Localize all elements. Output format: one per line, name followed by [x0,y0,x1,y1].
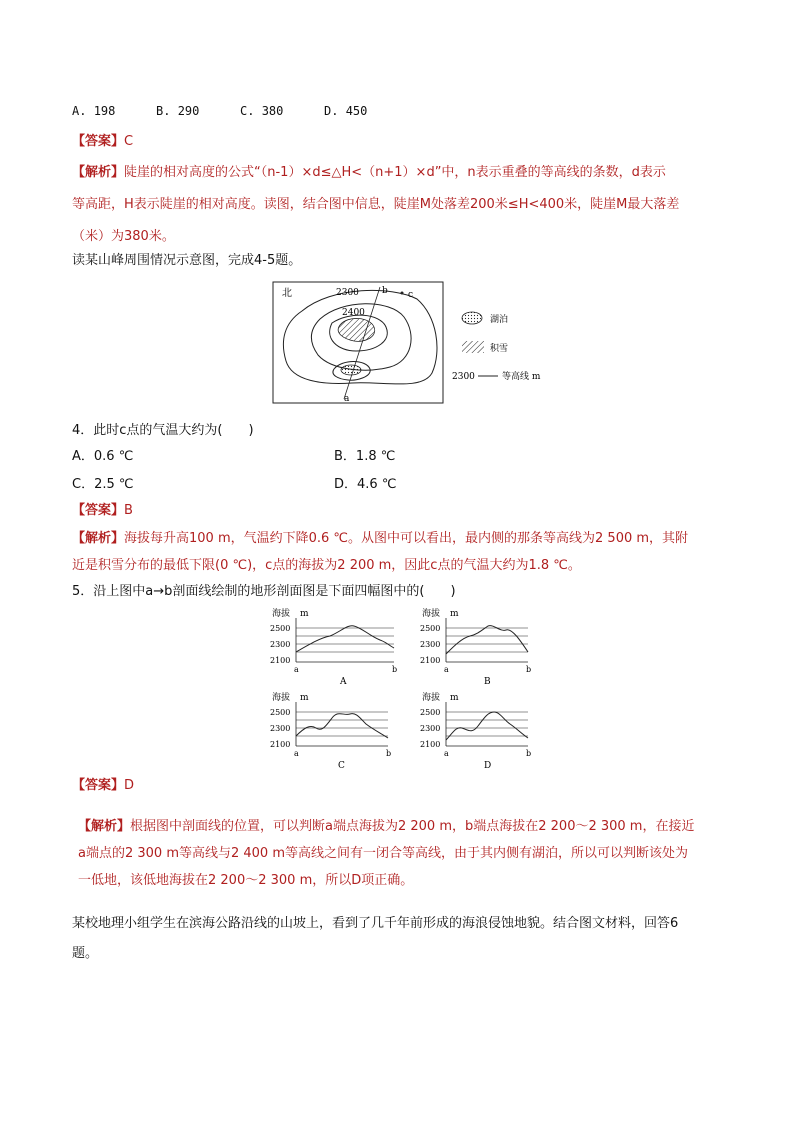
profile-d-label: D [484,761,492,771]
profile-b-ylabel: 海拔 [422,609,441,619]
point-c-label: c [408,290,414,300]
q6-intro-line-2: 题。 [72,946,99,961]
profile-c-tick-2300: 2300 [270,724,291,733]
profile-chart-b [420,607,531,687]
profile-a-tick-2100: 2100 [270,656,291,665]
q4-option-a[interactable]: A．0.6 ℃ [72,449,134,464]
profile-d-tick-2100: 2100 [420,740,441,749]
profile-chart-c [270,691,391,771]
point-b-label: b [382,286,388,296]
profile-d-end-a: a [444,749,449,758]
profile-b-tick-2300: 2300 [420,640,441,649]
profile-c-ylabel: 海拔 [272,693,291,703]
profile-d-ylabel: 海拔 [422,693,441,703]
legend-lake-label: 湖泊 [490,315,509,325]
profile-a-end-a: a [294,665,299,674]
profile-b-end-a: a [444,665,449,674]
mountain-map-figure [272,281,562,405]
q3-option-d[interactable]: D. 450 [324,104,368,118]
profile-b-tick-2500: 2500 [420,624,441,633]
profile-b-label: B [484,677,491,687]
profile-c-tick-2100: 2100 [270,740,291,749]
q4-option-d[interactable]: D．4.6 ℃ [334,477,397,492]
q3-option-c[interactable]: C. 380 [240,104,284,118]
q4-analysis-line-2: 近是积雪分布的最低下限(0 ℃)，c点的海拔为2 200 m，因此c点的气温大约为1.8 ℃。 [72,558,581,573]
q5-answer: 【答案】D [72,778,135,793]
profile-c-curve [296,714,388,738]
contour-2300-label: 2300 [336,288,359,298]
profile-a-end-b: b [392,665,398,674]
legend-lake-symbol [462,312,482,324]
map-frame [273,282,443,403]
profile-chart-a [270,607,397,687]
profile-c-end-b: b [386,749,392,758]
profile-c-label: C [338,761,345,771]
north-label: 北 [282,288,292,299]
q3-analysis-line-2: 等高距，H表示陡崖的相对高度。读图，结合图中信息，陡崖M处落差200米≤H<400米，陡崖M最大落差 [72,197,680,212]
profile-a-tick-2500: 2500 [270,624,291,633]
q5-analysis-line-3: 一低地，该低地海拔在2 200～2 300 m，所以D项正确。 [78,873,414,888]
point-a-label: a [344,394,350,404]
q3-analysis-line-3: （米）为380米。 [72,229,175,244]
profile-d-tick-2500: 2500 [420,708,441,717]
q3-answer: 【答案】C [72,134,134,149]
q6-intro-line-1: 某校地理小组学生在滨海公路沿线的山坡上，看到了几千年前形成的海浪侵蚀地貌。结合图文材料，回答6 [72,916,679,931]
q5-analysis-line-2: a端点的2 300 m等高线与2 400 m等高线之间有一闭合等高线，由于其内侧有湖泊，所以可以判断该处为 [78,846,688,861]
q5-analysis-line-1: 【解析】根据图中剖面线的位置，可以判断a端点海拔为2 200 m，b端点海拔在2 200～2 300 m，在接近 [78,819,695,834]
legend-contour-label: 等高线 m [502,372,541,382]
profile-a-label: A [340,677,347,687]
profile-b-unit: m [450,609,459,619]
profile-d-tick-2300: 2300 [420,724,441,733]
q4-option-b[interactable]: B．1.8 ℃ [334,449,396,464]
q5-profiles-figure [270,606,530,770]
profile-d-unit: m [450,693,459,703]
q3-option-b[interactable]: B. 290 [156,104,200,118]
intro-4-5: 读某山峰周围情况示意图，完成4-5题。 [72,253,302,268]
profile-a-tick-2300: 2300 [270,640,291,649]
legend-snow-label: 积雪 [490,344,509,354]
q4-analysis-line-1: 【解析】海拔每升高100 m，气温约下降0.6 ℃。从图中可以看出，最内侧的那条等高线为2 500 m，其附 [72,531,689,546]
profile-b-end-b: b [526,665,532,674]
q3-option-a[interactable]: A. 198 [72,104,116,118]
profile-c-tick-2500: 2500 [270,708,291,717]
profile-a-curve [296,626,394,652]
legend-contour-value: 2300 [452,372,475,382]
profile-a-unit: m [300,609,309,619]
q3-options [72,100,367,122]
profile-chart-d [420,691,531,771]
profile-b-tick-2100: 2100 [420,656,441,665]
profile-c-unit: m [300,693,309,703]
profile-d-end-b: b [526,749,532,758]
q3-analysis-line-1: 【解析】陡崖的相对高度的公式“（n-1）×d≤△H<（n+1）×d”中，n表示重叠的等高线的条数，d表示 [72,165,666,180]
lake-area [341,365,361,375]
point-c-marker [401,292,404,295]
profile-b-curve [446,626,528,654]
legend-snow-symbol [462,341,484,353]
profile-a-ylabel: 海拔 [272,609,291,619]
q4-answer: 【答案】B [72,503,133,518]
q4-stem: 4．此时c点的气温大约为( ) [72,423,254,438]
q4-option-c[interactable]: C．2.5 ℃ [72,477,134,492]
q5-stem: 5．沿上图中a→b剖面线绘制的地形剖面图是下面四幅图中的( ) [72,584,456,599]
profile-c-end-a: a [294,749,299,758]
contour-2400-label: 2400 [342,308,365,318]
